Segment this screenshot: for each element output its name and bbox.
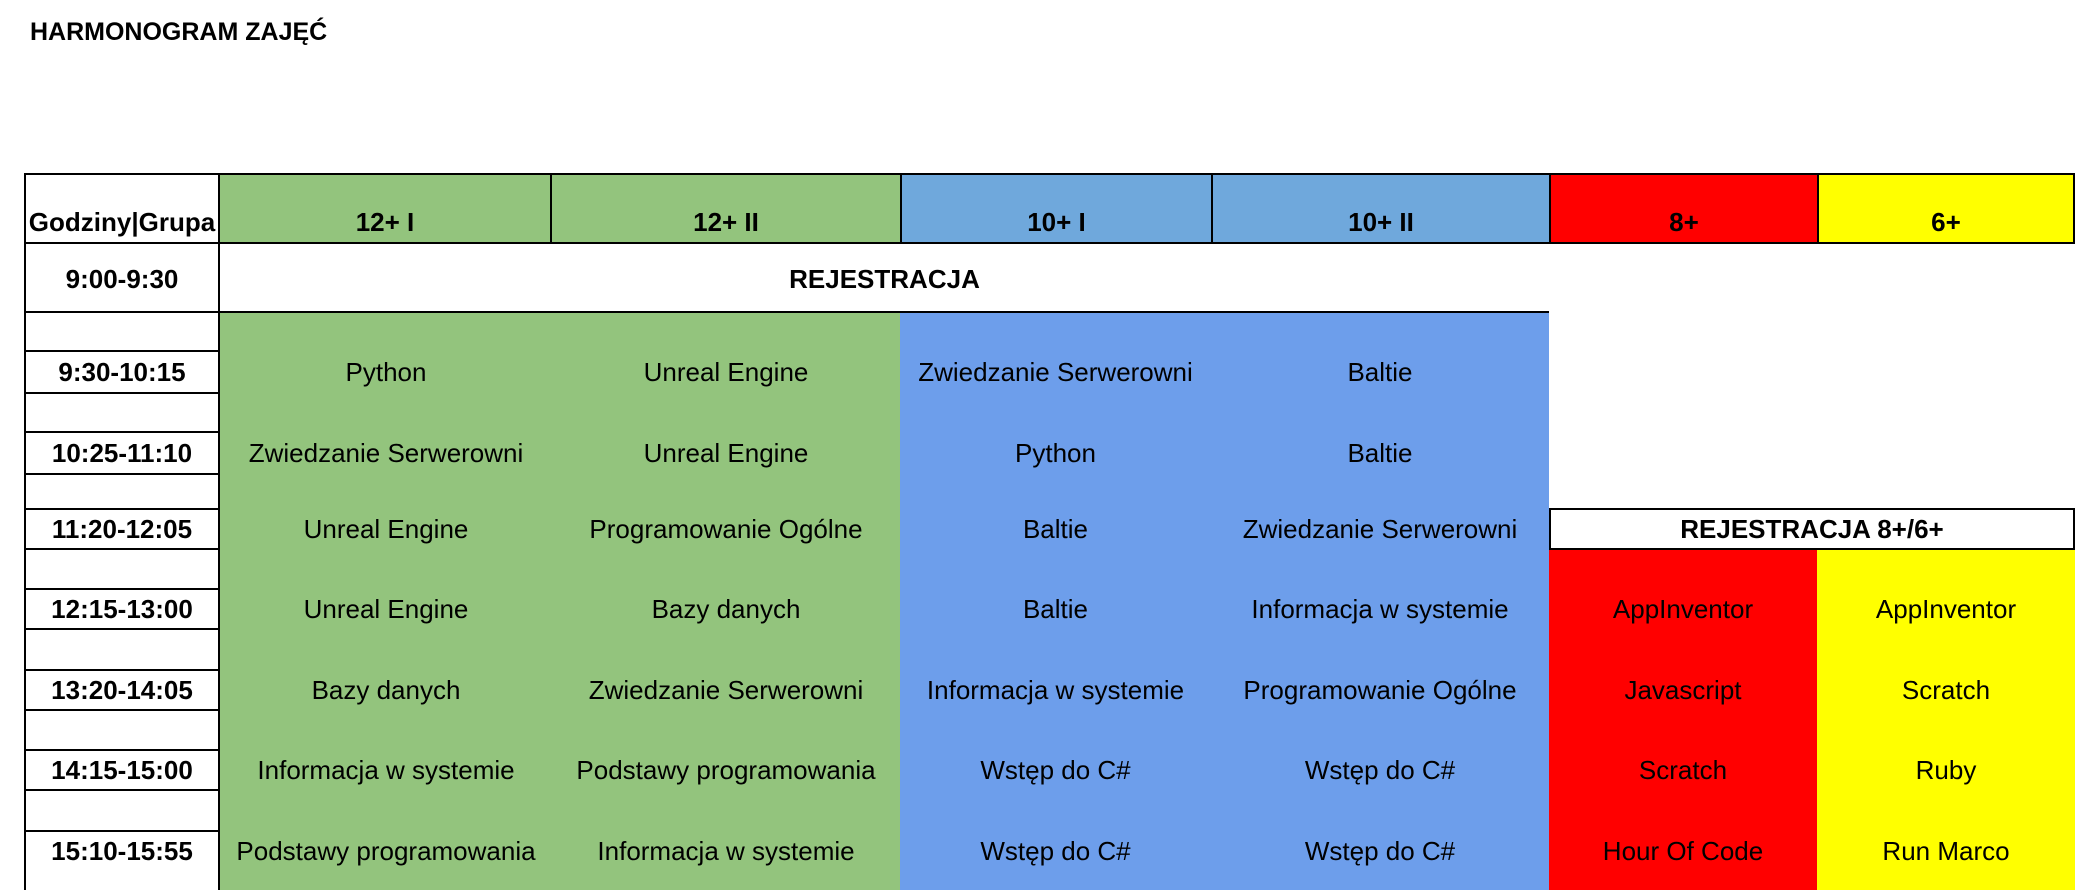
header-group-10-ii: 10+ II (1211, 173, 1551, 244)
class-cell: Informacja w systemie (1251, 593, 1509, 624)
time-slot: 9:30-10:15 (58, 356, 186, 387)
class-cell: Zwiedzanie Serwerowni (248, 437, 524, 468)
time-slot: 9:00-9:30 (65, 263, 179, 294)
class-cell: Python (345, 356, 427, 387)
class-cell: Scratch (1638, 754, 1728, 785)
class-cell: Unreal Engine (303, 513, 469, 544)
class-cell: Informacja w systemie (257, 754, 515, 785)
class-cell: Informacja w systemie (597, 835, 855, 866)
class-cell: Ruby (1915, 754, 1977, 785)
class-cell: Bazy danych (311, 674, 461, 705)
class-cell: Bazy danych (651, 593, 801, 624)
time-separator (24, 548, 220, 550)
class-cell: Baltie (1022, 593, 1089, 624)
time-separator (24, 473, 220, 475)
class-cell: Zwiedzanie Serwerowni (918, 356, 1193, 387)
class-cell: Unreal Engine (643, 437, 809, 468)
time-slot: 14:15-15:00 (51, 754, 193, 785)
header-group-12-i: 12+ I (218, 173, 552, 244)
class-cell: Wstęp do C# (980, 835, 1131, 866)
time-slot: 12:15-13:00 (51, 593, 193, 624)
time-separator (24, 392, 220, 394)
time-slot: 15:10-15:55 (51, 835, 193, 866)
class-cell: Unreal Engine (303, 593, 469, 624)
class-cell: Unreal Engine (643, 356, 809, 387)
header-group-10-i: 10+ I (900, 173, 1213, 244)
class-cell: Wstęp do C# (1304, 835, 1456, 866)
class-cell: Zwiedzanie Serwerowni (1242, 513, 1518, 544)
class-cell: Zwiedzanie Serwerowni (588, 674, 864, 705)
class-cell: Run Marco (1882, 835, 2010, 866)
class-cell: Baltie (1022, 513, 1089, 544)
class-cell: Wstęp do C# (980, 754, 1131, 785)
time-separator (24, 311, 220, 313)
class-cell: AppInventor (1612, 593, 1754, 624)
class-cell: Podstawy programowania (236, 835, 536, 866)
page-title: HARMONOGRAM ZAJĘĆ (30, 18, 328, 46)
header-group-6: 6+ (1817, 173, 2075, 244)
class-cell: Python (1015, 437, 1096, 468)
class-cell: Baltie (1347, 437, 1413, 468)
class-cell: Programowanie Ogólne (589, 513, 863, 544)
time-separator (24, 628, 220, 630)
class-cell: Wstęp do C# (1304, 754, 1456, 785)
class-cell: Baltie (1347, 356, 1413, 387)
time-separator (24, 789, 220, 791)
class-cell: Javascript (1624, 674, 1742, 705)
class-cell: Podstawy programowania (576, 754, 876, 785)
time-slot: 13:20-14:05 (51, 674, 193, 705)
class-cell: Hour Of Code (1602, 835, 1764, 866)
time-slot: 10:25-11:10 (51, 437, 193, 468)
time-slot: 11:20-12:05 (51, 513, 193, 544)
header-group-12-ii: 12+ II (550, 173, 902, 244)
class-cell: Scratch (1901, 674, 1991, 705)
class-cell: AppInventor (1875, 593, 2017, 624)
time-column-left-border (24, 244, 26, 890)
header-corner: Godziny|Grupa (24, 173, 220, 244)
class-cell: Programowanie Ogólne (1243, 674, 1517, 705)
class-cell: Informacja w systemie (926, 674, 1185, 705)
registration-label: REJESTRACJA (789, 263, 980, 294)
registration-8-6-label: REJESTRACJA 8+/6+ (1549, 508, 2075, 550)
header-group-8: 8+ (1549, 173, 1819, 244)
time-separator (24, 709, 220, 711)
